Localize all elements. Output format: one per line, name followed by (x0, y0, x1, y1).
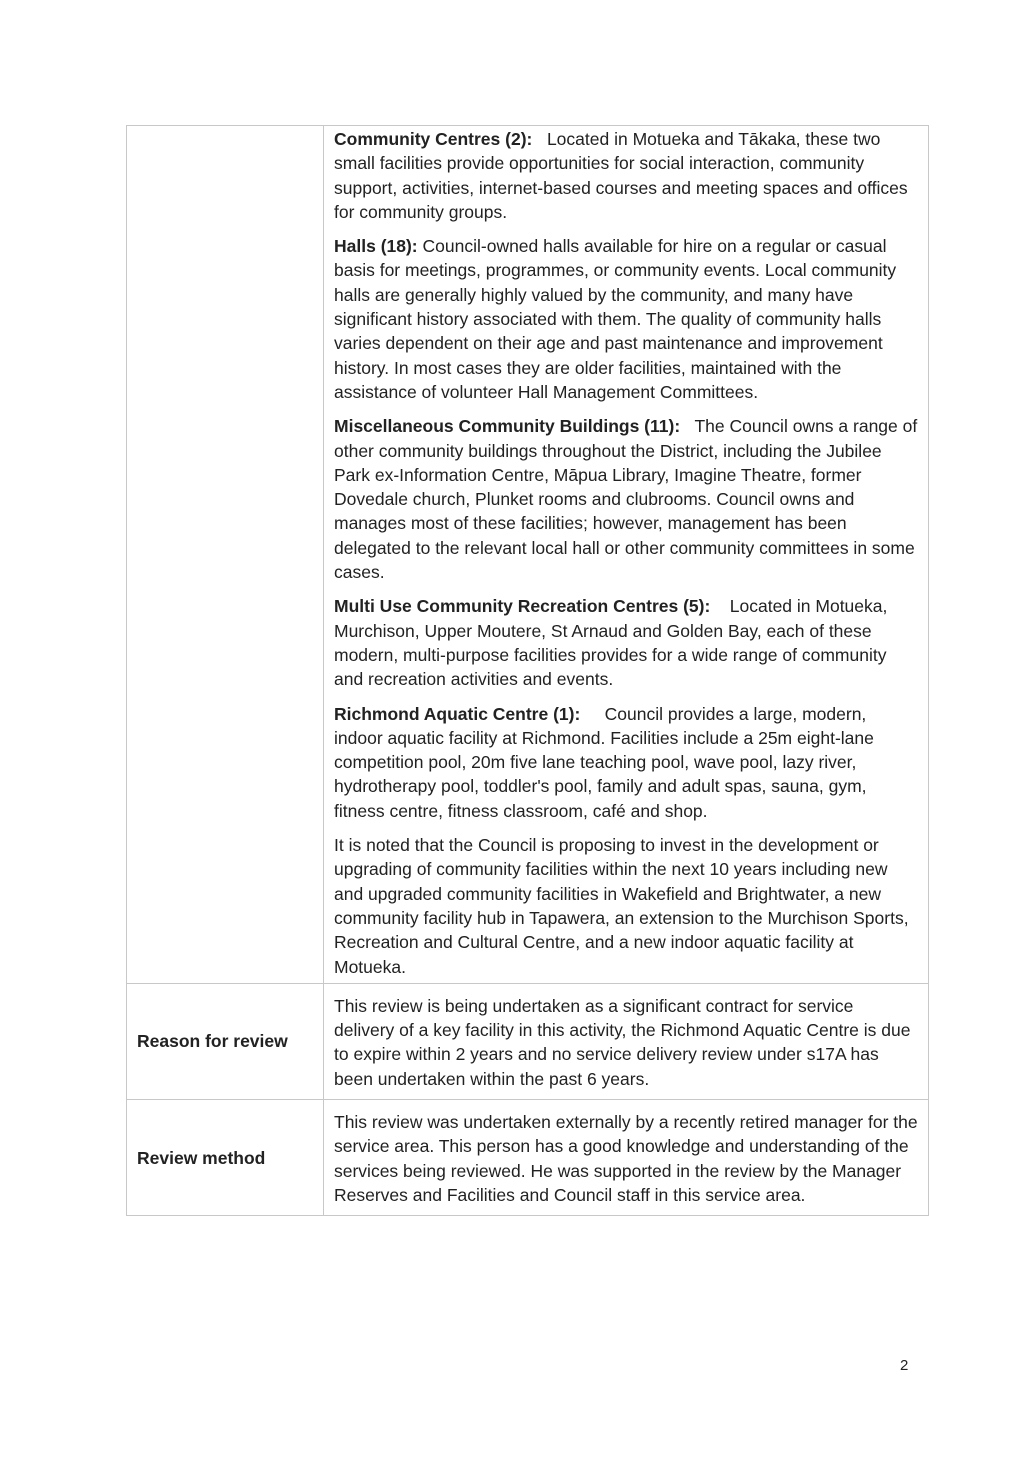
facility-text: Council-owned halls available for hire on a regular or casual basis for meetings, programmes, or community events. Local community halls are generally highly valued by the community, and many have significant history associated with them. The quality of community halls varies dependent on their age and past maintenance and improvement history. In most cases they are older facilities, maintained with the assistance of volunteer Hall Management Committees. (334, 236, 897, 402)
facility-paragraph-misc-buildings (334, 414, 918, 584)
facilities-content-cell (324, 126, 929, 984)
reason-text: This review is being undertaken as a significant contract for service delivery of a key facility in this activity, the Richmond Aquatic Centre is due to expire within 2 years and no service delivery review under s17A has been undertaken within the past 6 years. (334, 995, 911, 1089)
reason-row (127, 983, 929, 1099)
method-label: Review method (137, 1147, 266, 1168)
facility-heading: Halls (18): (334, 236, 418, 257)
facility-heading: Multi Use Community Recreation Centres (5): (334, 596, 711, 617)
method-content-cell (324, 1099, 929, 1215)
method-row (127, 1099, 929, 1215)
facility-paragraph-community-centres (334, 127, 918, 224)
reason-content-cell (324, 983, 929, 1099)
investment-note: It is noted that the Council is proposing to invest in the development or upgrading of community facilities within the next 10 years including new and upgraded community facilities in Wakefield and Brightwater, a new community facility hub in Tapawera, an extension to the Murchison Sports, Recreation and Cultural Centre, and a new indoor aquatic facility at Motueka. (334, 835, 909, 977)
method-text: This review was undertaken externally by a recently retired manager for the service area. This person has a good knowledge and understanding of the services being reviewed. He was supported in the review by the Manager Reserves and Facilities and Council staff in this service area. (334, 1111, 918, 1205)
reason-label: Reason for review (137, 1031, 288, 1052)
facility-paragraph-halls (334, 234, 918, 404)
facilities-row (127, 126, 929, 984)
facility-heading: Community Centres (2): (334, 129, 533, 149)
facility-text: Located in Motueka, Murchison, Upper Moutere, St Arnaud and Golden Bay, each of these modern, multi-purpose facilities provides for a wide range of community and recreation activities and events. (334, 596, 888, 690)
facility-heading: Richmond Aquatic Centre (1): (334, 703, 581, 724)
facility-text: The Council owns a range of other community buildings throughout the District, including the Jubilee Park ex-Information Centre, Māpua Library, Imagine Theatre, former Dovedale church, Plunket rooms and clubrooms. Council owns and manages most of these facilities; however, management has been delegated to the relevant local hall or other community committees in some cases. (334, 416, 918, 583)
page-number: 2 (900, 1357, 909, 1374)
facility-text: Located in Motueka and Tākaka, these two small facilities provide opportunities for social interaction, community support, activities, internet-based courses and meeting spaces and offices for community groups. (334, 129, 908, 222)
facility-heading: Miscellaneous Community Buildings (11): (334, 416, 681, 437)
facility-paragraph-aquatic-centre (334, 702, 918, 823)
method-label-cell (127, 1099, 324, 1215)
reason-label-cell (127, 983, 324, 1099)
review-table (126, 125, 929, 1216)
facilities-label-cell (127, 126, 324, 984)
facility-text: Council provides a large, modern, indoor aquatic facility at Richmond. Facilities include a 25m eight-lane competition pool, 20m five lane teaching pool, wave pool, lazy river, hydrotherapy pool, toddler's pool, family and adult spas, sauna, gym, fitness centre, fitness classroom, café and shop. (334, 703, 874, 821)
facility-paragraph-multi-use-centres (334, 594, 918, 691)
